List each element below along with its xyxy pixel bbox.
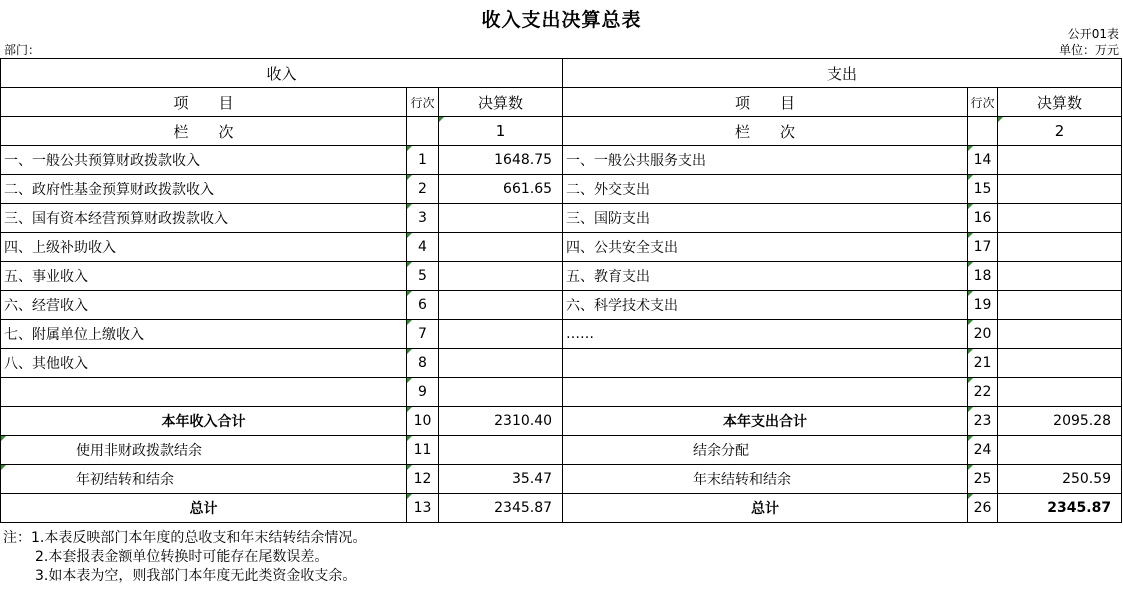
expense-item <box>563 378 968 407</box>
note-3: 3.如本表为空，则我部门本年度无此类资金收支余。 <box>35 568 357 584</box>
income-amount <box>439 233 563 262</box>
expense-row-number: 24 <box>968 436 998 465</box>
income-amount <box>439 262 563 291</box>
table-row <box>1 378 1122 407</box>
expense-item: 六、科学技术支出 <box>563 291 968 320</box>
expense-total-amount: 250.59 <box>998 465 1122 494</box>
expense-column-number: 2 <box>998 117 1122 146</box>
expense-header: 支出 <box>563 59 1122 88</box>
table-row <box>1 262 1122 291</box>
table-title: 收入支出决算总表 <box>481 9 642 31</box>
total-row <box>1 465 1122 494</box>
income-total-amount: 35.47 <box>439 465 563 494</box>
income-amount <box>439 291 563 320</box>
table-row <box>1 349 1122 378</box>
income-item: 一、一般公共预算财政拨款收入 <box>1 146 407 175</box>
income-row-number: 9 <box>407 378 439 407</box>
expense-item: …… <box>563 320 968 349</box>
income-row-number: 12 <box>407 465 439 494</box>
expense-item <box>563 349 968 378</box>
expense-row-number: 17 <box>968 233 998 262</box>
expense-row-number: 23 <box>968 407 998 436</box>
income-total-amount <box>439 436 563 465</box>
column-header-row <box>1 88 1122 117</box>
income-item: 二、政府性基金预算财政拨款收入 <box>1 175 407 204</box>
expense-row-number: 22 <box>968 378 998 407</box>
column-index-row <box>1 117 1122 146</box>
income-amount-header: 决算数 <box>439 88 563 117</box>
expense-amount <box>998 291 1122 320</box>
income-header: 收入 <box>1 59 563 88</box>
income-amount: 1648.75 <box>439 146 563 175</box>
income-row-number: 7 <box>407 320 439 349</box>
income-column-number: 1 <box>439 117 563 146</box>
income-item: 七、附属单位上缴收入 <box>1 320 407 349</box>
income-row-number: 1 <box>407 146 439 175</box>
unit-label: 单位：万元 <box>1058 43 1119 57</box>
income-total-item: 使用非财政拨款结余 <box>1 436 407 465</box>
department-label: 部门： <box>4 43 41 57</box>
income-amount <box>439 320 563 349</box>
income-row-number: 10 <box>407 407 439 436</box>
expense-item: 五、教育支出 <box>563 262 968 291</box>
income-row-number: 11 <box>407 436 439 465</box>
income-row-number: 2 <box>407 175 439 204</box>
expense-total-amount: 2345.87 <box>998 494 1122 523</box>
expense-amount-header: 决算数 <box>998 88 1122 117</box>
income-item: 三、国有资本经营预算财政拨款收入 <box>1 204 407 233</box>
expense-amount <box>998 320 1122 349</box>
expense-amount <box>998 175 1122 204</box>
total-row <box>1 436 1122 465</box>
income-total-amount: 2345.87 <box>439 494 563 523</box>
expense-row-number: 18 <box>968 262 998 291</box>
income-row-number: 8 <box>407 349 439 378</box>
expense-row-number: 25 <box>968 465 998 494</box>
income-item: 八、其他收入 <box>1 349 407 378</box>
income-row-number: 13 <box>407 494 439 523</box>
empty-cell <box>968 117 998 146</box>
income-row-number: 4 <box>407 233 439 262</box>
expense-total-item: 年末结转和结余 <box>563 465 968 494</box>
table-row <box>1 175 1122 204</box>
total-row <box>1 407 1122 436</box>
income-total-item: 本年收入合计 <box>1 407 407 436</box>
expense-total-item: 结余分配 <box>563 436 968 465</box>
expense-item: 四、公共安全支出 <box>563 233 968 262</box>
expense-row-number: 19 <box>968 291 998 320</box>
expense-amount <box>998 262 1122 291</box>
expense-amount <box>998 233 1122 262</box>
total-row <box>1 494 1122 523</box>
table-row <box>1 320 1122 349</box>
income-row-number: 6 <box>407 291 439 320</box>
expense-row-number: 21 <box>968 349 998 378</box>
income-amount <box>439 378 563 407</box>
income-column-label: 栏 次 <box>1 117 407 146</box>
income-rowno-header: 行次 <box>407 88 439 117</box>
income-item: 五、事业收入 <box>1 262 407 291</box>
table-row <box>1 291 1122 320</box>
income-total-item: 总计 <box>1 494 407 523</box>
income-item: 六、经营收入 <box>1 291 407 320</box>
expense-total-item: 本年支出合计 <box>563 407 968 436</box>
income-row-number: 5 <box>407 262 439 291</box>
empty-cell <box>407 117 439 146</box>
income-total-item: 年初结转和结余 <box>1 465 407 494</box>
expense-item: 三、国防支出 <box>563 204 968 233</box>
section-header-row <box>1 59 1122 88</box>
form-code: 公开01表 <box>1067 27 1119 41</box>
expense-rowno-header: 行次 <box>968 88 998 117</box>
expense-item-header: 项 目 <box>563 88 968 117</box>
expense-row-number: 14 <box>968 146 998 175</box>
income-amount: 661.65 <box>439 175 563 204</box>
expense-total-amount <box>998 436 1122 465</box>
expense-total-item: 总计 <box>563 494 968 523</box>
table-row <box>1 233 1122 262</box>
income-item <box>1 378 407 407</box>
expense-item: 一、一般公共服务支出 <box>563 146 968 175</box>
expense-amount <box>998 146 1122 175</box>
income-row-number: 3 <box>407 204 439 233</box>
notes <box>3 529 366 586</box>
summary-table <box>0 58 1122 523</box>
table-row <box>1 204 1122 233</box>
income-amount <box>439 204 563 233</box>
expense-amount <box>998 204 1122 233</box>
expense-amount <box>998 378 1122 407</box>
expense-row-number: 16 <box>968 204 998 233</box>
expense-row-number: 15 <box>968 175 998 204</box>
expense-row-number: 26 <box>968 494 998 523</box>
income-item: 四、上级补助收入 <box>1 233 407 262</box>
table-row <box>1 146 1122 175</box>
expense-row-number: 20 <box>968 320 998 349</box>
expense-column-label: 栏 次 <box>563 117 968 146</box>
note-1: 注：1.本表反映部门本年度的总收支和年末结转结余情况。 <box>3 530 367 546</box>
income-amount <box>439 349 563 378</box>
note-2: 2.本套报表金额单位转换时可能存在尾数误差。 <box>35 549 329 565</box>
expense-amount <box>998 349 1122 378</box>
expense-item: 二、外交支出 <box>563 175 968 204</box>
expense-total-amount: 2095.28 <box>998 407 1122 436</box>
income-item-header: 项 目 <box>1 88 407 117</box>
income-total-amount: 2310.40 <box>439 407 563 436</box>
